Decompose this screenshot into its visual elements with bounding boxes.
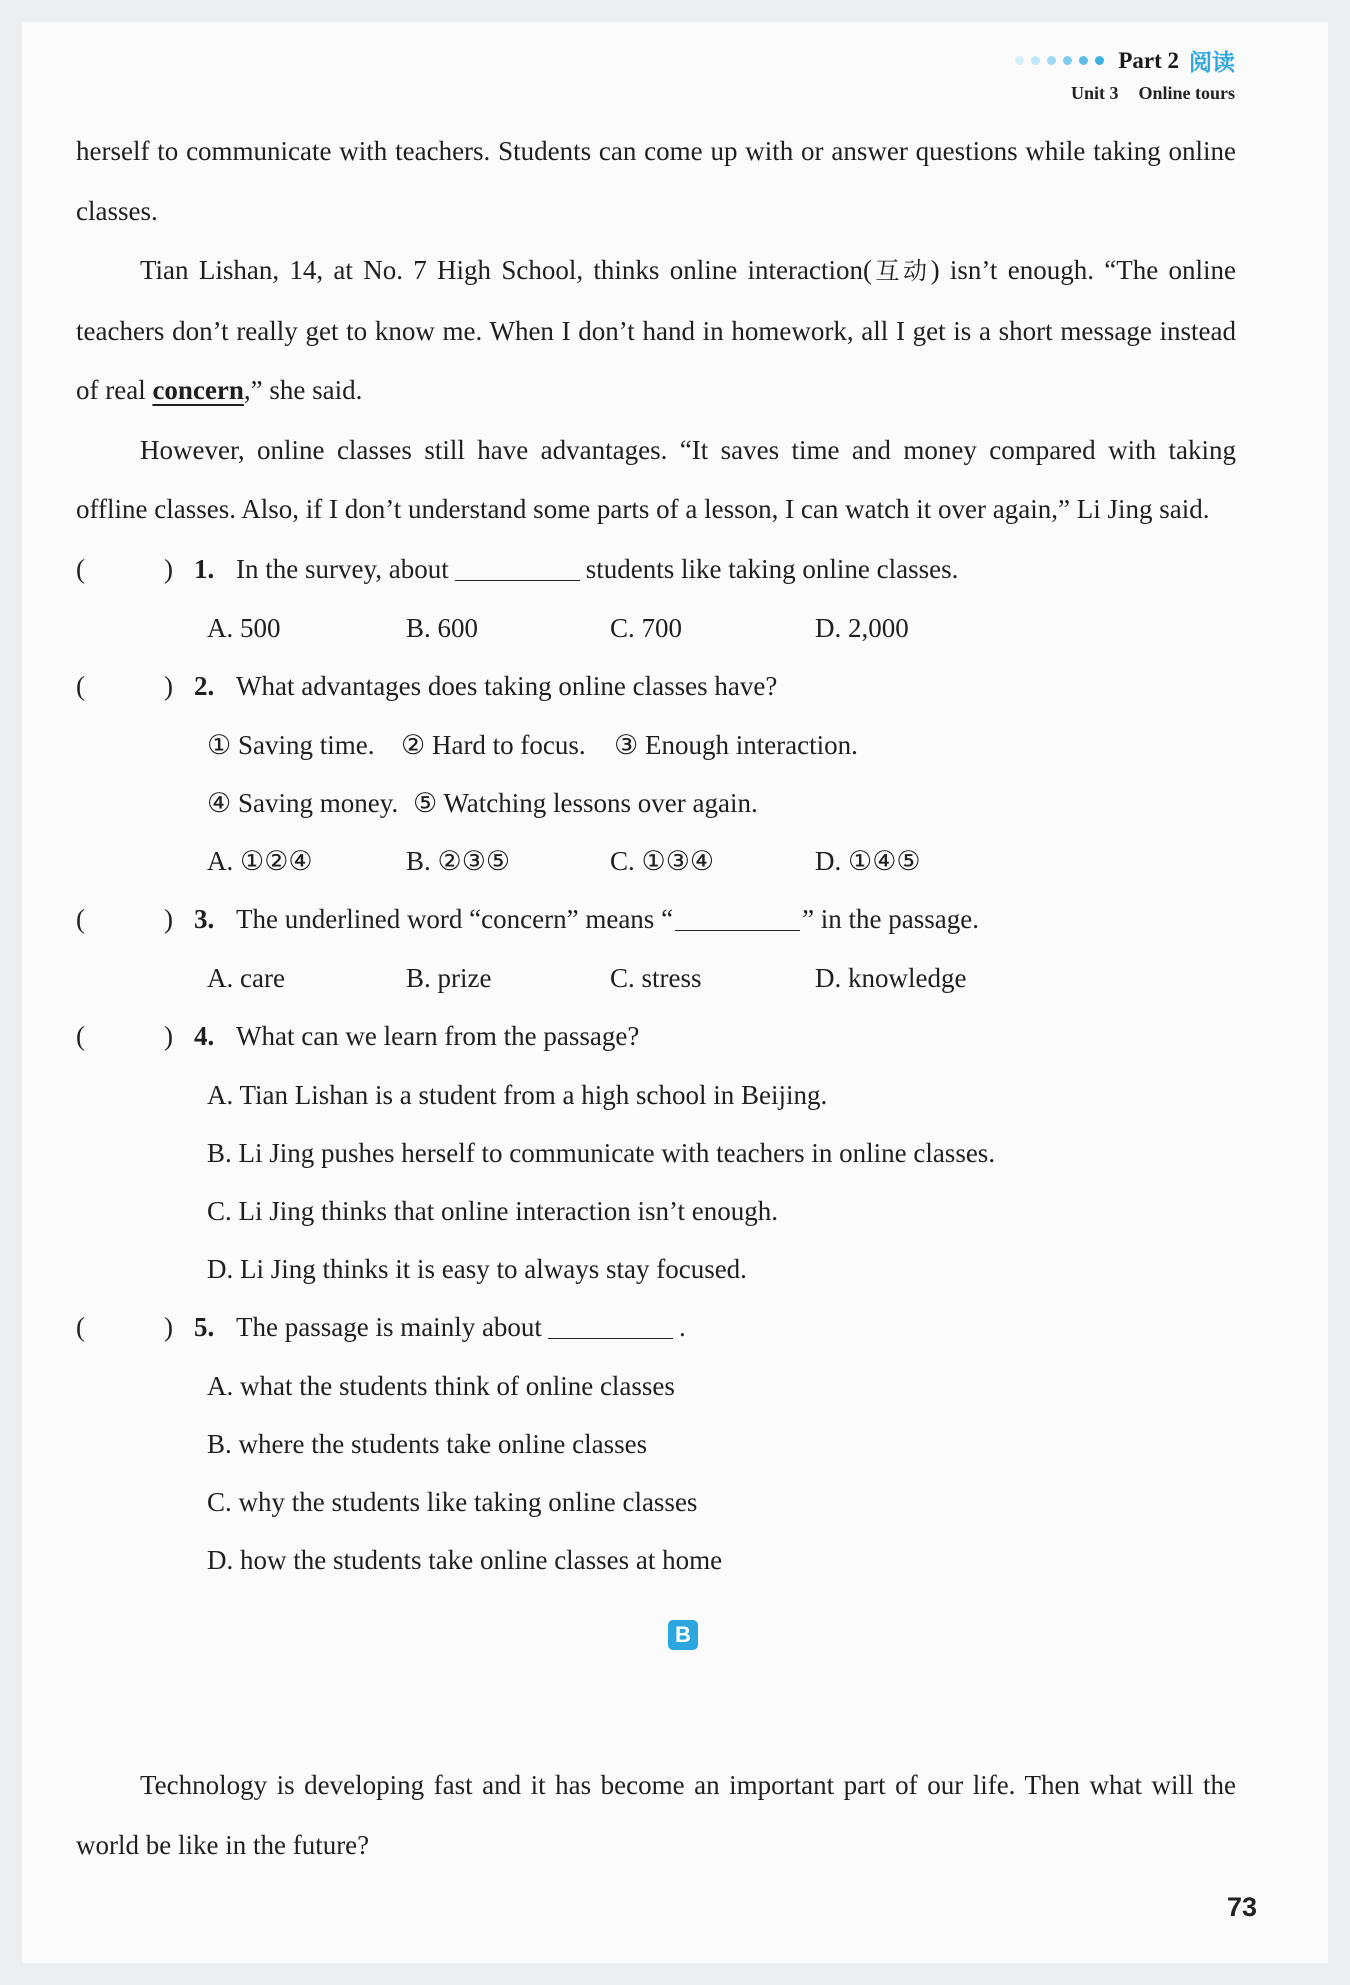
unit-line: [1015, 83, 1235, 104]
answer-paren-left: (: [76, 903, 85, 934]
page-header: [1015, 44, 1235, 104]
paragraph-text: Tian Lishan, 14, at No. 7 High School, thinks online interaction(: [140, 255, 872, 285]
section-b-paragraph: Technology is developing fast and it has become an important part of our life. Then what will the world be like in the future?: [76, 1770, 1236, 1860]
question-text: [236, 890, 979, 949]
option-b[interactable]: B. Li Jing pushes herself to communicate with teachers in online classes.: [207, 1137, 996, 1168]
question-number: 2.: [194, 670, 215, 701]
question-text-post: .: [678, 1311, 686, 1342]
dot-icon: [1095, 56, 1104, 65]
option-d[interactable]: D. Li Jing thinks it is easy to always stay focused.: [207, 1253, 747, 1284]
answer-paren-right: ): [164, 1311, 173, 1342]
answer-paren-left: (: [76, 553, 85, 584]
question-text-pre: The underlined word “concern” means “: [236, 903, 674, 934]
answer-paren-left: (: [76, 1020, 85, 1051]
question-text-post: ” in the passage.: [802, 903, 979, 934]
part-cn-label: 阅读: [1189, 50, 1235, 76]
dot-icon: [1079, 56, 1088, 65]
question-text: What advantages does taking online classes have?: [236, 670, 778, 701]
unit-title: Online tours: [1138, 83, 1235, 103]
option-b[interactable]: B. where the students take online classes: [207, 1428, 648, 1459]
question-number: 4.: [194, 1020, 215, 1051]
option-d[interactable]: D. how the students take online classes at home: [207, 1544, 723, 1575]
passage-paragraph-3: However, online classes still have advantages. “It saves time and money compared with taking offline classes. Also, if I don’t understand some parts of a lesson, I can watch it over again,” Li Jing said.: [76, 434, 1236, 524]
page-number: 73: [1226, 1892, 1257, 1922]
answer-paren-right: ): [164, 553, 173, 584]
question-text-pre: The passage is mainly about: [236, 1311, 542, 1342]
dot-icon: [1015, 56, 1024, 65]
option-a[interactable]: A. ①②④: [207, 845, 313, 876]
chinese-gloss: 互动: [871, 257, 931, 285]
unit-label: Unit 3: [1070, 83, 1119, 103]
statement-4: ④ Saving money.: [207, 787, 399, 818]
option-a[interactable]: A. care: [207, 962, 285, 993]
paragraph-text: ,” she said.: [243, 375, 363, 405]
question-text: [236, 540, 958, 599]
question-5: [76, 1298, 1236, 1357]
option-a[interactable]: A. what the students think of online classes: [207, 1370, 675, 1401]
option-c[interactable]: C. why the students like taking online classes: [207, 1486, 698, 1517]
option-b[interactable]: B. ②③⑤: [406, 845, 511, 876]
passage-paragraph-1: herself to communicate with teachers. Students can come up with or answer questions while taking online classes.: [76, 136, 1236, 226]
question-5-option-a-row: [76, 1357, 1236, 1415]
question-2-options: [76, 832, 1236, 890]
answer-blank[interactable]: [675, 896, 800, 931]
statement-2: ② Hard to focus.: [401, 729, 586, 760]
option-a[interactable]: A. 500: [207, 612, 281, 643]
answer-paren-right: ): [164, 670, 173, 701]
question-4-option-b-row: [76, 1124, 1236, 1182]
section-badge: B: [668, 1620, 698, 1650]
question-3-options: [76, 949, 1236, 1007]
question-1: [76, 540, 1236, 599]
question-2-statements-row-2: [76, 774, 1236, 832]
question-number: 1.: [194, 553, 215, 584]
answer-paren-right: ): [164, 903, 173, 934]
question-5-option-b-row: [76, 1415, 1236, 1473]
passage-and-questions: [76, 122, 1236, 1589]
option-c[interactable]: C. 700: [610, 612, 683, 643]
dot-icon: [1047, 56, 1056, 65]
question-text: What can we learn from the passage?: [236, 1020, 640, 1051]
option-d[interactable]: D. knowledge: [815, 962, 967, 993]
question-1-options: [76, 599, 1236, 657]
option-a[interactable]: A. Tian Lishan is a student from a high school in Beijing.: [207, 1079, 828, 1110]
dot-icon: [1031, 56, 1040, 65]
option-b[interactable]: B. 600: [406, 612, 479, 643]
answer-blank[interactable]: [455, 546, 580, 581]
answer-paren-left: (: [76, 670, 85, 701]
question-text-post: students like taking online classes.: [585, 553, 959, 584]
question-4: [76, 1007, 1236, 1066]
statement-5: ⑤ Watching lessons over again.: [413, 787, 758, 818]
option-d[interactable]: D. ①④⑤: [815, 845, 921, 876]
question-number: 5.: [194, 1311, 215, 1342]
underlined-word: concern: [152, 375, 244, 405]
part-label: Part 2: [1118, 47, 1179, 73]
passage-paragraph-2: [76, 241, 1236, 421]
question-4-option-d-row: [76, 1240, 1236, 1298]
option-c[interactable]: C. Li Jing thinks that online interaction isn’t enough.: [207, 1195, 778, 1226]
section-b-intro: [76, 1756, 1236, 1875]
question-4-option-c-row: [76, 1182, 1236, 1240]
answer-paren-left: (: [76, 1311, 85, 1342]
question-5-option-d-row: [76, 1531, 1236, 1589]
option-d[interactable]: D. 2,000: [815, 612, 909, 643]
dot-icon: [1063, 56, 1072, 65]
question-2: [76, 657, 1236, 716]
question-2-statements-row-1: [76, 716, 1236, 774]
option-c[interactable]: C. ①③④: [610, 845, 715, 876]
question-3: [76, 890, 1236, 949]
option-b[interactable]: B. prize: [406, 962, 492, 993]
statement-1: ① Saving time.: [207, 729, 375, 760]
question-text: [236, 1298, 686, 1357]
question-number: 3.: [194, 903, 215, 934]
answer-blank[interactable]: [548, 1304, 673, 1339]
statement-3: ③ Enough interaction.: [614, 729, 858, 760]
section-b-badge-wrap: [668, 1620, 698, 1650]
question-4-option-a-row: [76, 1066, 1236, 1124]
decorative-dots: [1015, 56, 1104, 65]
paragraph-text: ) isn’t enough. “The online teachers don’t really get to know me. When I don’t hand in homework, all I get is a short message instead of real: [76, 255, 1237, 405]
answer-paren-right: ): [164, 1020, 173, 1051]
question-5-option-c-row: [76, 1473, 1236, 1531]
option-c[interactable]: C. stress: [610, 962, 702, 993]
question-text-pre: In the survey, about: [236, 553, 449, 584]
